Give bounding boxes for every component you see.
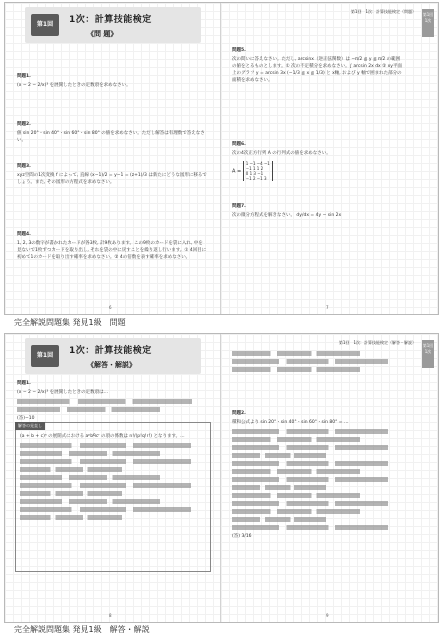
math-line [20, 443, 191, 448]
math-line [232, 445, 388, 450]
matrix-body: 1 −1 −4 −1 −1 1 1 2 0 1 3 −1 −1 2 −1 3 [243, 161, 273, 181]
question-text: 1, 2, 3の数字が書かれたカードが各3枚, 計9枚あります。この9枚のカードを袋に入れ, 中を見ないで1枚ずつカードを取り出し, それを袋の中に戻すことを繰り返し行います。① 4回目に初めて1のカードを取り出す確率を求めなさい。② 4の倍数を表す確率を求めなさい。 [17, 241, 207, 260]
spread-caption: 完全解説問題集 発見1級 問題 [14, 318, 126, 327]
problem-page-left [5, 3, 221, 314]
math-line [232, 501, 388, 506]
answer-label: 問題2. [232, 411, 246, 416]
determinant-matrix: A = 1 −1 −4 −1 −1 1 1 2 0 1 3 −1 −1 2 −1 3 [232, 161, 402, 181]
math-line [20, 515, 122, 520]
question-1 [17, 73, 207, 89]
answer-result: (答)−10 [17, 416, 35, 421]
question-6 [232, 141, 402, 181]
round-badge: 第1回 [31, 14, 59, 36]
math-line [232, 367, 360, 372]
question-5 [232, 47, 402, 84]
math-line [232, 429, 388, 434]
math-line [232, 485, 326, 490]
running-head: 第1回 1次：計算技能検定（問題） [350, 9, 416, 14]
math-line [232, 437, 360, 442]
answer-2 [232, 410, 402, 540]
question-text: 次の微分方程式を解きなさい。 dy/dx = 4y − sin 2x [232, 213, 342, 218]
math-line [20, 451, 160, 456]
page-number: 8 [109, 613, 112, 618]
math-line [232, 517, 326, 522]
math-line [232, 525, 388, 530]
answer-page-left [5, 334, 221, 622]
explanation-box [15, 422, 211, 572]
answer-text: (x − 2 − 2/x)³ を展開したときの定数項は… [17, 390, 109, 395]
math-line [232, 509, 360, 514]
question-2 [17, 121, 207, 144]
question-label: 問題3. [17, 164, 31, 169]
question-text: 次の問いに答えなさい。ただし, arcsinx（逆正弦関数）は −π/2 ≦ y ≦ π/2 の範囲の値をとるものとします。① 次の不定積分を求めなさい。∫ arcsin 2x dx ② xy平面上のグラフ y = arcsin 3x (−1/3 ≦ x ≦ 1/3) と x軸, および y 軸で囲まれた部分の面積を求めなさい。 [232, 57, 402, 83]
question-text: (x − 2 − 2/x)³ を展開したときの定数項を求めなさい。 [17, 83, 131, 88]
math-line [20, 475, 160, 480]
running-head: 第1回 1次：計算技能検定（解答・解説） [338, 340, 416, 345]
math-line [232, 351, 360, 356]
chapter-header [25, 338, 201, 374]
math-line [232, 469, 360, 474]
page-number: 7 [326, 305, 329, 310]
page-number: 6 [109, 305, 112, 310]
math-line [232, 493, 360, 498]
chapter-subtitle: 《解答・解説》 [87, 361, 136, 369]
round-badge: 第1回 [31, 345, 59, 367]
math-line [20, 507, 191, 512]
math-line [17, 399, 192, 404]
answer-result: (答) 3/16 [232, 534, 252, 539]
answer-1 [17, 380, 207, 422]
math-line [20, 483, 191, 488]
answer-text: 積和公式より sin 20°・sin 40°・sin 60°・sin 80° = … [232, 420, 349, 425]
explanation-text: (a + b + c)ⁿ の展開式における aᵖbᑫcʳ の項の係数は n!/(p!q!r!) となります。… [20, 433, 206, 523]
math-line [20, 491, 122, 496]
math-line [17, 407, 160, 412]
question-label: 問題6. [232, 142, 246, 147]
question-7 [232, 203, 402, 219]
math-line [232, 477, 388, 482]
question-text: 値 sin 20°・sin 40°・sin 60°・sin 80° の値を求めなさい。ただし解答は有理数で答えなさい。 [17, 131, 205, 143]
question-label: 問題4. [17, 232, 31, 237]
page-number: 9 [326, 613, 329, 618]
explanation-tag: 解答の見直し [15, 422, 45, 430]
chapter-title: 1次：計算技能検定 [69, 346, 152, 356]
question-text: xyz空間の1次変換 f によって, 直線 (x−1)/2 = y−1 = (z+1)/3 は新たにどうな図形に移るでしょう。また, その図形の方程式を求めなさい。 [17, 173, 207, 185]
problem-spread [4, 2, 439, 315]
question-3 [17, 163, 207, 186]
question-label: 問題7. [232, 204, 246, 209]
question-text: 次の4次正方行列 A の行列式の値を求めなさい。 [232, 151, 331, 156]
answer-label: 問題1. [17, 381, 31, 386]
chapter-subtitle: 《問 題》 [87, 30, 118, 38]
answer-spread [4, 333, 439, 623]
question-4 [17, 231, 207, 261]
question-label: 問題2. [17, 122, 31, 127]
chapter-tab: 第1回 1次 [422, 9, 434, 37]
chapter-header [25, 7, 201, 43]
problem-page-right [222, 3, 438, 314]
math-line [20, 467, 122, 472]
math-line [232, 461, 388, 466]
chapter-tab: 第1回 1次 [422, 340, 434, 368]
question-label: 問題5. [232, 48, 246, 53]
continued-work [232, 348, 402, 375]
chapter-title: 1次：計算技能検定 [69, 15, 152, 25]
question-label: 問題1. [17, 74, 31, 79]
math-line [20, 459, 191, 464]
math-line [232, 359, 388, 364]
spread-caption: 完全解説問題集 発見1級 解答・解説 [14, 625, 150, 634]
answer-page-right [222, 334, 438, 622]
math-line [232, 453, 326, 458]
math-line [20, 499, 160, 504]
